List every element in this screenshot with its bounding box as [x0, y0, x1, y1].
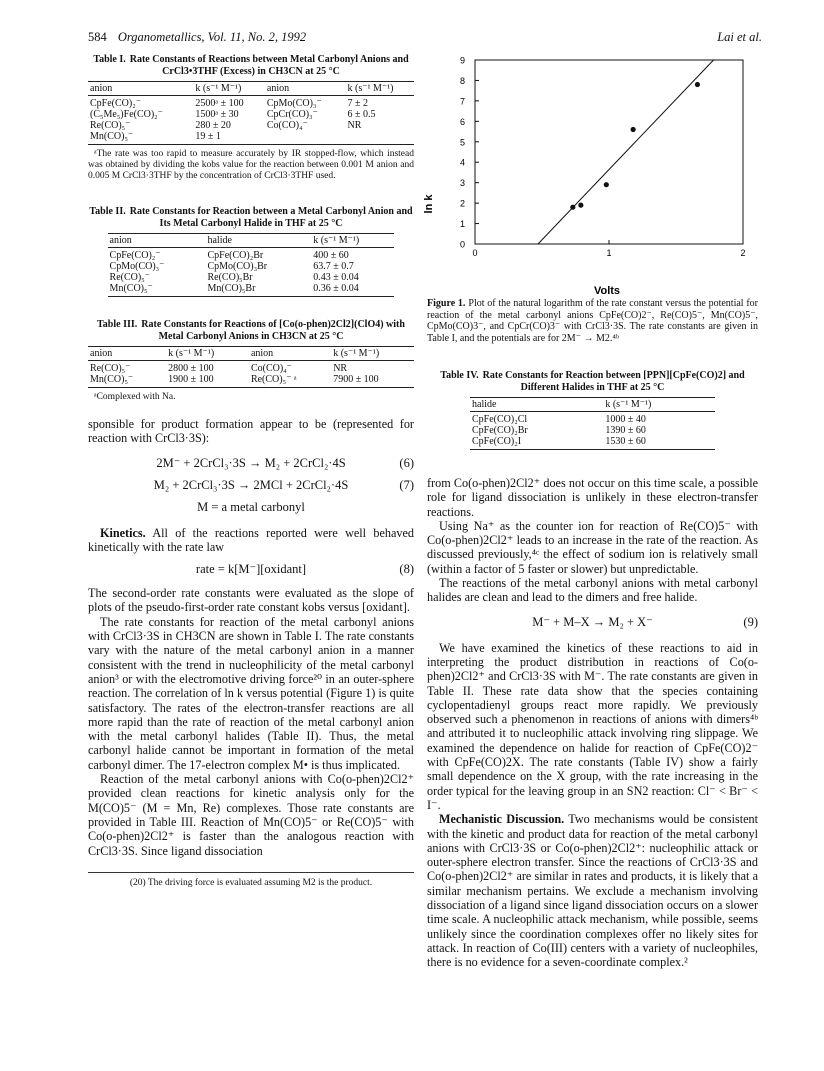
table-cell: CpCr(CO)₃⁻	[266, 109, 318, 120]
paragraph-text: Two mechanisms would be consistent with the kinetic and product data for reaction of the metal carbonyl anions with CrCl3·3S or Co(o-phen)2Cl2⁺: nucleophilic attack or outer-sphere electron transfer. Since the reactions of CrCl3·3S and Co(o-phen)2Cl2⁺ are similar in rates and products, it is likely that a similar mechanism pertains. We exclude a mechanism involving dissociation of a ligand since ligand dissociation occurs on a slower time scale. A nucleophilic attack mechanism, while possible, seems unlikely since the coordination complexes offer no likely sites for attack. In reaction of Co(III) centers with a variety of nucleophiles, there is no evidence for a seven-coordinate complex.²	[427, 812, 758, 970]
fit-line	[538, 60, 714, 244]
table-cell: 6 ± 0.5	[347, 109, 376, 120]
table-cell: 280 ± 20	[195, 120, 231, 131]
table-4-caption	[427, 370, 758, 394]
table-cell: CpMo(CO)₃⁻	[109, 261, 165, 272]
y-tick-label: 2	[459, 198, 465, 209]
y-tick-label: 8	[459, 75, 465, 86]
table-cell: 0.43 ± 0.04	[313, 272, 359, 283]
paragraph: The reactions of the metal carbonyl anions with metal carbonyl halides are clean and lead to the dimers and free halide.	[427, 576, 758, 605]
equation-text: M⁻ + M–X → M₂ + X⁻	[532, 614, 653, 629]
y-tick-label: 5	[459, 137, 465, 148]
table-1-footnote: ᵃThe rate was too rapid to measure accurately by IR stopped-flow, which instead was obtained by dividing the kobs value for the reaction between 0.001 M anion and 0.005 M CrCl3·3THF by the concentration of CrCl3·3THF used.	[88, 149, 414, 181]
table-cell: CpFe(CO)₂Br	[207, 250, 264, 261]
paragraph-kinetics	[88, 526, 414, 555]
equation-number: (8)	[399, 562, 414, 577]
plot-frame	[475, 60, 743, 244]
table-cell: Mn(CO)₅Br	[205, 283, 311, 297]
equation-number: (9)	[743, 614, 758, 629]
paragraph-mechanistic	[427, 812, 758, 969]
y-tick-label: 3	[459, 178, 465, 189]
table-row	[108, 261, 395, 272]
table-4-title: Rate Constants for Reaction between [PPN][CpFe(CO)2] and Different Halides in THF at 25 °C	[482, 370, 745, 393]
chart-points	[570, 82, 700, 210]
table-row	[108, 283, 395, 297]
paragraph: The second-order rate constants were evaluated as the slope of plots of the pseudo-first-order rate constant kobs versus [oxidant].	[88, 586, 414, 615]
y-tick-label: 6	[459, 116, 465, 127]
chart-axes	[475, 60, 743, 244]
equation-number: (7)	[399, 477, 414, 492]
data-point	[631, 127, 636, 132]
equation-6	[88, 452, 414, 474]
y-tick-label: 7	[459, 96, 465, 107]
table-header-cell: anion	[249, 347, 331, 361]
table-cell: 63.7 ± 0.7	[313, 261, 354, 272]
footnote: (20) The driving force is evaluated assuming M2 is the product.	[129, 877, 373, 888]
table-cell: CpFe(CO)₂⁻	[90, 98, 141, 109]
data-point	[695, 82, 700, 87]
table-1	[88, 54, 414, 182]
table-row	[88, 131, 414, 145]
table-3-footnote: ᵃComplexed with Na.	[94, 392, 176, 402]
table-3-label: Table III.	[97, 319, 138, 330]
table-cell: CpFe(CO)₂Br	[472, 425, 528, 436]
table-2-caption	[88, 206, 414, 230]
equation-definition	[88, 496, 414, 518]
table-cell: Mn(CO)₅⁻	[88, 131, 193, 145]
table-cell: 1390 ± 60	[605, 425, 646, 436]
table-header-cell: anion	[88, 82, 193, 96]
chart-ticks	[460, 56, 746, 259]
page-header	[88, 30, 762, 48]
table-cell: Mn(CO)₅⁻	[108, 283, 206, 297]
table-header-cell: anion	[265, 82, 346, 96]
table-cell: 19 ± 1	[193, 131, 265, 145]
table-row	[470, 436, 715, 450]
equation-text: rate = k[M⁻][oxidant]	[195, 562, 307, 577]
x-tick-label: 2	[740, 248, 746, 258]
figure-1-label: Figure 1.	[427, 298, 466, 309]
table-header-cell: halide	[205, 234, 311, 248]
footnote-divider	[88, 872, 414, 873]
equation-7	[88, 474, 414, 496]
table-4-grid	[470, 397, 715, 450]
equation-text: M₂ + 2CrCl₃·3S → 2MCl + 2CrCl₂·4S	[153, 477, 349, 492]
x-tick-label: 0	[472, 248, 478, 258]
table-header-cell: anion	[108, 234, 206, 248]
paragraph: sponsible for product formation appear to be (represented for reaction with CrCl3·3S):	[88, 417, 414, 446]
table-1-label: Table I.	[93, 54, 126, 65]
table-4-label: Table IV.	[440, 370, 479, 381]
header-left	[88, 30, 306, 45]
table-cell: CpFe(CO)₂Cl	[472, 414, 528, 425]
y-tick-label: 4	[459, 157, 465, 168]
chart-x-axis-label: Volts	[593, 285, 621, 297]
table-1-title: Rate Constants of Reactions between Metal Carbonyl Anions and CrCl3•3THF (Excess) in CH3CN at 25 °C	[129, 54, 409, 77]
table-cell: Re(CO)₅⁻	[90, 120, 131, 131]
figure-1-caption-text: Plot of the natural logarithm of the rate constant versus the potential for reaction of the metal carbonyl anions CpFe(CO)2⁻, Re(CO)5⁻, Mn(CO)5⁻, CpMo(CO)3⁻, and CpCr(CO)3⁻ with CrCl3·3S. The rate constants are given in Table I, and the potentials are for 2M⁻ → M2.⁴ᵇ	[427, 298, 758, 344]
table-cell: CpFe(CO)₂I	[470, 436, 603, 450]
y-tick-label: 0	[459, 239, 465, 250]
equation-number: (6)	[399, 455, 414, 470]
table-header-cell: anion	[88, 347, 166, 361]
table-cell: 7900 ± 100	[331, 374, 414, 388]
table-cell: Co(CO)₄⁻	[250, 363, 292, 374]
paragraph: Reaction of the metal carbonyl anions with Co(o-phen)2Cl2⁺ provided clean reactions for kinetic analysis only for the M(CO)5⁻ (M = Mn, Re) complexes. Those rate constants are provided in Table III. Reaction of Mn(CO)5⁻ or Re(CO)5⁻ with Co(o-phen)2Cl2⁺ is faster than the analogous reaction with CrCl3·3S. Since ligand dissociation	[88, 772, 414, 858]
table-row	[108, 272, 395, 283]
table-cell: 1900 ± 100	[166, 374, 249, 388]
table-cell	[265, 131, 346, 145]
table-header-cell: k (s⁻¹ M⁻¹)	[166, 347, 249, 361]
table-row	[88, 361, 414, 375]
chart-y-axis-label: ln k	[423, 194, 435, 214]
equation-9	[427, 611, 758, 633]
table-cell: CpMo(CO)₃⁻	[266, 98, 322, 109]
table-row	[108, 248, 395, 262]
table-row	[88, 374, 414, 388]
paragraph: Using Na⁺ as the counter ion for reaction of Re(CO)5⁻ with Co(o-phen)2Cl2⁺ leads to an increase in the rate of the reaction. As discussed previously,⁴ᶜ the effect of sodium ion is relatively small (within a factor of 5 faster or slower) but unpredictable.	[427, 518, 758, 576]
right-column	[423, 54, 758, 970]
table-1-grid	[88, 81, 414, 145]
table-row	[88, 120, 414, 131]
table-cell: NR	[347, 120, 362, 131]
table-header-cell: k (s⁻¹ M⁻¹)	[193, 82, 265, 96]
paragraph: We have examined the kinetics of these reactions to aid in interpreting the product distribution in reactions of Co(o-phen)2Cl2⁺ and CrCl3·3S with M⁻. The rate constants are given in Table II. These rate data show that the species containing cyclopentadienyl groups react more rapidly. We previously observed such a phenomenon in reactions of anions with dimers⁴ᵇ and attributed it to nucleophilic attack involving ring slippage. We examined the dependence on halide for reaction of CpFe(CO)2⁻ with CpFe(CO)2X. The rate constants (Table IV) show a fairly small dependence on the X group, with the rate increasing in the order typical for the leaving group in an SN2 reaction: Cl⁻ < Br⁻ < I⁻.	[427, 640, 758, 812]
table-cell: 7 ± 2	[347, 98, 368, 109]
table-row	[88, 96, 414, 110]
table-cell: CpFe(CO)₂⁻	[109, 250, 161, 261]
table-2-grid	[108, 233, 395, 297]
table-row	[470, 425, 715, 436]
section-run-head: Mechanistic Discussion.	[439, 812, 565, 827]
table-header-cell: halide	[470, 398, 603, 412]
table-header-cell: k (s⁻¹ M⁻¹)	[331, 347, 414, 361]
table-3-grid	[88, 346, 414, 388]
left-column	[88, 54, 414, 889]
table-3	[88, 319, 414, 403]
table-1-caption	[88, 54, 414, 78]
data-point	[604, 182, 609, 187]
table-3-title: Rate Constants for Reactions of [Co(o-phen)2Cl2](ClO4) with Metal Carbonyl Anions in CH3CN at 25 °C	[141, 319, 405, 342]
table-4	[427, 370, 758, 450]
equation-text: M = a metal carbonyl	[197, 499, 305, 514]
table-cell: 1530 ± 60	[603, 436, 715, 450]
y-tick-label: 9	[459, 55, 465, 66]
table-cell: Re(CO)₅⁻	[90, 363, 131, 374]
table-cell: Co(CO)₄⁻	[266, 120, 308, 131]
chart-fit-line	[538, 60, 714, 244]
figure-1	[423, 54, 758, 298]
data-point	[578, 203, 583, 208]
table-cell: 2800 ± 100	[168, 363, 214, 374]
paragraph-text: All of the reactions reported were well behaved kinetically with the rate law	[88, 525, 414, 554]
table-cell: 1500ᵃ ± 30	[195, 109, 239, 120]
data-point	[570, 205, 575, 210]
table-header-cell: k (s⁻¹ M⁻¹)	[346, 82, 415, 96]
table-cell: 1000 ± 40	[605, 414, 646, 425]
x-tick-label: 1	[606, 248, 612, 258]
paragraph: The rate constants for reaction of the metal carbonyl anions with CrCl3·3S in CH3CN are shown in Table I. The rate constants vary with the nature of the metal carbonyl anion in a manner consistent with the trend in nucleophilicity of the metal carbonyl anion³ or with the electromotive driving force²⁰ in an outer-sphere reaction. The correlation of ln k versus potential (Figure 1) is quite satisfactory. The rates of the electron-transfer reactions are all more rapid than the rate of reaction of the metal carbonyl anion with the metal carbonyl halides (Table II). Thus, the metal carbonyl halide cannot be important in formation of the metal carbonyl dimer. The 17-electron complex M• is thus implicated.	[88, 614, 414, 772]
running-authors: Lai et al.	[717, 30, 762, 44]
table-cell: 2500ᵃ ± 100	[195, 98, 244, 109]
page-number: 584	[88, 30, 107, 44]
figure-1-chart	[423, 54, 758, 298]
table-cell: NR	[333, 363, 348, 374]
equation-8	[88, 558, 414, 580]
journal-citation: Organometallics, Vol. 11, No. 2, 1992	[117, 30, 307, 44]
table-cell: Re(CO)₅⁻	[109, 272, 150, 283]
table-2	[88, 206, 414, 297]
table-2-title: Rate Constants for Reaction between a Metal Carbonyl Anion and Its Metal Carbonyl Halide in THF at 25 °C	[129, 206, 413, 229]
table-header-cell: k (s⁻¹ M⁻¹)	[311, 234, 394, 248]
table-row	[470, 412, 715, 426]
table-cell: Re(CO)₅⁻ ᵃ	[249, 374, 331, 388]
table-cell: CpMo(CO)₃Br	[207, 261, 268, 272]
table-3-caption	[88, 319, 414, 343]
y-tick-label: 1	[459, 219, 465, 230]
table-cell: 0.36 ± 0.04	[311, 283, 394, 297]
table-cell: Mn(CO)₅⁻	[88, 374, 166, 388]
table-cell: Re(CO)₅Br	[207, 272, 253, 283]
table-cell: (C₅Me₅)Fe(CO)₂⁻	[90, 109, 163, 120]
table-row	[88, 109, 414, 120]
table-cell	[346, 131, 415, 145]
table-2-label: Table II.	[89, 206, 126, 217]
section-run-head: Kinetics.	[100, 525, 146, 540]
table-cell: 400 ± 60	[313, 250, 349, 261]
paragraph: from Co(o-phen)2Cl2⁺ does not occur on this time scale, a possible role for ligand dissociation is unlikely in these electron-transfer reactions.	[427, 476, 758, 519]
figure-1-caption	[427, 298, 758, 344]
table-header-cell: k (s⁻¹ M⁻¹)	[603, 398, 715, 412]
equation-text: 2M⁻ + 2CrCl₃·3S → M₂ + 2CrCl₂·4S	[156, 455, 346, 470]
